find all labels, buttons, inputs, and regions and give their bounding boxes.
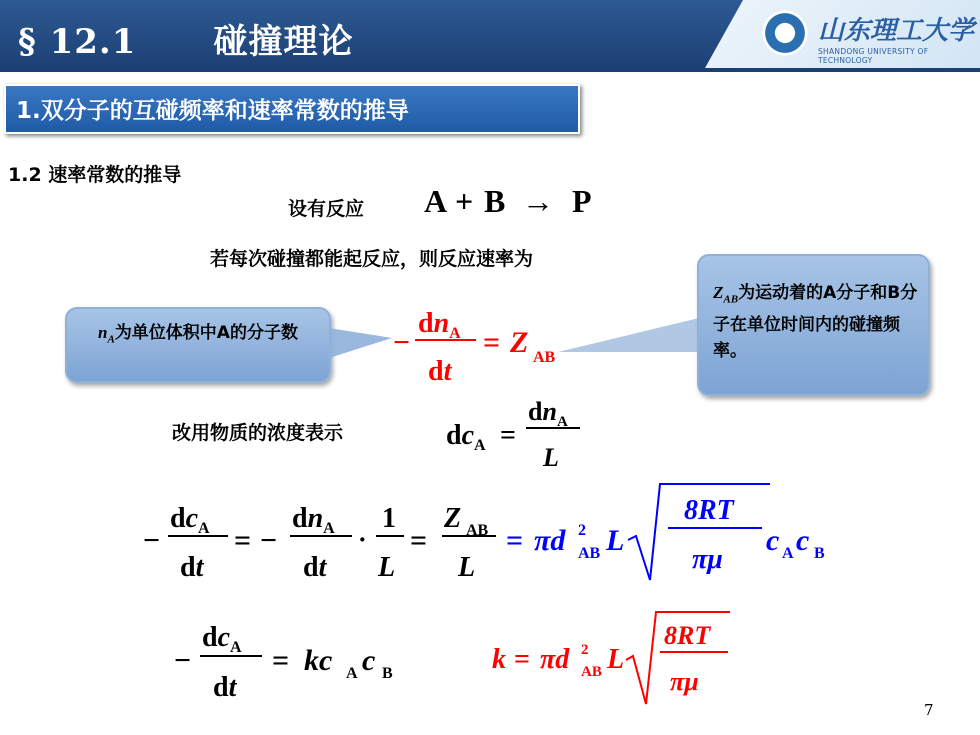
svg-text:A: A (782, 545, 794, 562)
svg-text:8RT: 8RT (684, 495, 734, 526)
rate-derivation-equation (143, 503, 496, 583)
university-logo-english: SHANDONG UNIVERSITY OF TECHNOLOGY (818, 47, 929, 65)
svg-text:−: − (260, 524, 278, 557)
svg-text:=: = (500, 420, 516, 451)
svg-text:L: L (458, 552, 476, 583)
svg-text:=: = (483, 326, 501, 359)
subheading: 1.2 速率常数的推导 (8, 164, 182, 186)
callout-right-pointer (558, 318, 699, 352)
svg-text:AB: AB (578, 545, 601, 562)
svg-text:dt: dt (213, 672, 237, 703)
page-title: § 12.1 碰撞理论 (18, 22, 354, 62)
svg-text:2: 2 (581, 642, 589, 658)
svg-text:·: · (358, 525, 367, 554)
svg-text:P: P (572, 183, 592, 219)
svg-text:B: B (484, 183, 506, 219)
svg-text:−: − (143, 524, 161, 557)
rate-law-equation (174, 622, 393, 703)
svg-text:πd: πd (534, 524, 566, 557)
svg-text:−: − (393, 326, 411, 359)
svg-text:=: = (410, 524, 428, 557)
svg-text:L: L (606, 524, 625, 557)
svg-text:Z: Z (510, 326, 529, 359)
rate-constant-expression (492, 612, 730, 704)
svg-text:kc: kc (304, 644, 333, 677)
every-collision-text: 若每次碰撞都能起反应，则反应速率为 (210, 248, 534, 270)
reaction-equation (424, 183, 592, 219)
svg-text:dt: dt (180, 552, 204, 583)
svg-text:c: c (362, 644, 376, 677)
svg-text:dcA: $dc_A$ (170, 503, 210, 537)
svg-text:πd: πd (540, 644, 570, 675)
svg-text:B: B (382, 665, 393, 682)
rate-equation-number (393, 308, 556, 387)
svg-text:L: L (543, 443, 559, 472)
svg-text:dnA: $dn_A$ (418, 308, 461, 342)
svg-text:c: c (766, 524, 780, 557)
svg-text:+: + (455, 183, 474, 219)
callout-ZAB-text: 为运动着的A分子和B分子在单位时间内的碰撞频率。 (713, 283, 918, 362)
svg-text:8RT: 8RT (664, 621, 711, 650)
svg-text:=: = (234, 524, 252, 557)
svg-text:dt: dt (428, 356, 452, 387)
page-number: 7 (924, 701, 934, 719)
svg-text:dcA: $dc_A$ (202, 622, 242, 656)
callout-nA-text: 为单位体积中A的分子数 (114, 323, 298, 343)
svg-text:→: → (522, 183, 554, 219)
callout-ZAB-symbol: $Z_{AB}$ (713, 283, 739, 306)
callout-nA-symbol: $n_A$ (98, 323, 115, 346)
svg-text:=: = (272, 644, 290, 677)
svg-text:=: = (514, 644, 530, 675)
svg-text:dt: dt (303, 552, 327, 583)
svg-text:A: A (424, 183, 448, 219)
svg-text:L: L (378, 552, 396, 583)
svg-text:L: L (607, 644, 625, 675)
callout-left-pointer (329, 328, 392, 358)
svg-text:A: A (346, 665, 358, 682)
university-logo: 山东理工大学 (818, 16, 975, 46)
svg-text:c: c (796, 524, 810, 557)
svg-text:1: 1 (382, 503, 396, 534)
section-title: 1.双分子的互碰频率和速率常数的推导 (16, 98, 409, 124)
svg-text:2: 2 (578, 522, 586, 539)
collision-theory-rate-expression (506, 484, 825, 580)
svg-text:πμ: πμ (692, 544, 723, 575)
svg-text:−: − (174, 644, 192, 677)
svg-text:=: = (506, 524, 524, 557)
svg-text:AB: AB (581, 664, 602, 680)
svg-text:Z: Z (444, 503, 462, 534)
svg-text:AB: AB (533, 349, 556, 366)
svg-text:πμ: πμ (670, 667, 699, 696)
svg-text:AB: AB (466, 522, 489, 539)
svg-text:dnA: $dn_A$ (292, 503, 335, 537)
svg-text:k: k (492, 644, 506, 675)
svg-text:dcA: $dc_A$ (446, 420, 486, 454)
concentration-equation (446, 397, 580, 472)
svg-text:B: B (814, 545, 825, 562)
reaction-label: 设有反应 (288, 198, 365, 220)
concentration-label: 改用物质的浓度表示 (172, 422, 344, 444)
svg-text:dnA: $dn_A$ (528, 397, 568, 430)
